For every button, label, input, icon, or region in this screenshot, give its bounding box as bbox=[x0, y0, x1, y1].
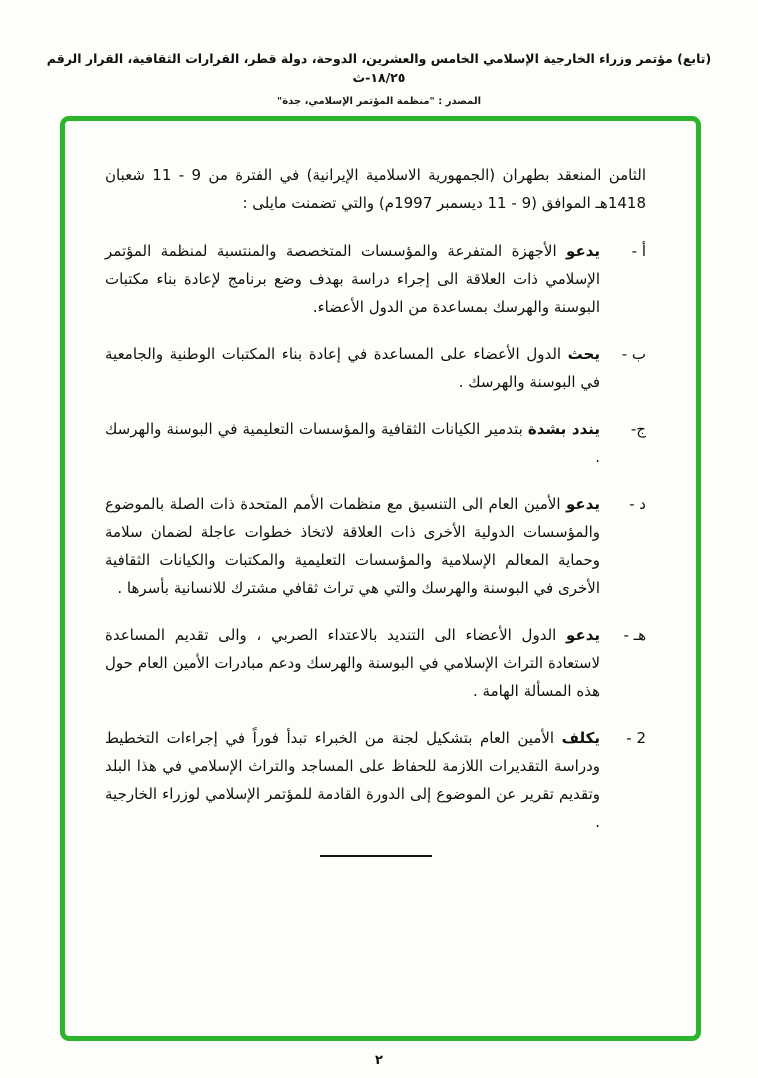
end-divider bbox=[320, 855, 432, 857]
header-title: (تابع) مؤتمر وزراء الخارجية الإسلامي الخامس والعشرين، الدوحة، دولة قطر، القرارات الثقافية، القرار الرقم ١٨/٢٥-ث bbox=[46, 51, 712, 85]
item-lead-word: يدعو bbox=[566, 495, 600, 513]
list-item-2 bbox=[105, 724, 646, 836]
content-border-box bbox=[60, 116, 701, 1041]
item-text bbox=[105, 340, 600, 396]
item-body: الأمين العام بتشكيل لجنة من الخبراء تبدأ فوراً في إجراءات التخطيط ودراسة التقديرات اللازمة للحفاظ على المساجد والتراث الإسلامي في هذا البلد وتقديم تقرير عن الموضوع إلى الدورة القادمة للمؤتمر الإسلامي لوزراء الخارجية . bbox=[105, 729, 600, 831]
item-body: الأجهزة المتفرعة والمؤسسات المتخصصة والمنتسبة لمنظمة المؤتمر الإسلامي ذات العلاقة الى إجراء دراسة بهدف وضع برنامج لإعادة بناء مكتبات البوسنة والهرسك بمساعدة من الدول الأعضاء. bbox=[105, 242, 600, 316]
list-item-j bbox=[105, 415, 646, 471]
item-marker: هـ - bbox=[623, 626, 646, 644]
item-marker: د - bbox=[629, 495, 646, 513]
intro-paragraph: الثامن المنعقد بطهران (الجمهورية الاسلامية الإيرانية) في الفترة من 9 - 11 شعبان 1418هـ الموافق (9 - 11 ديسمبر 1997م) والتي تضمنت مايلى : bbox=[105, 166, 647, 212]
list-item-b bbox=[105, 340, 646, 396]
page-number: ٢ bbox=[375, 1053, 383, 1068]
list-item-d bbox=[105, 490, 646, 602]
item-body: الدول الأعضاء الى التنديد بالاعتداء الصربي ، والى تقديم المساعدة لاستعادة التراث الإسلامي في البوسنة والهرسك ودعم مبادرات الأمين العام حول هذه المسألة الهامة . bbox=[105, 626, 600, 700]
header-source: المصدر : "منظمة المؤتمر الإسلامي، جدة" bbox=[276, 95, 481, 107]
item-lead-word: يدعو bbox=[566, 626, 600, 644]
item-body: بتدمير الكيانات الثقافية والمؤسسات التعليمية في البوسنة والهرسك . bbox=[105, 420, 600, 466]
document-header bbox=[0, 0, 758, 107]
item-lead-word: يندد بشدة bbox=[527, 420, 600, 438]
list-item-a bbox=[105, 237, 646, 321]
item-marker: أ - bbox=[631, 242, 646, 260]
item-text bbox=[105, 415, 600, 471]
item-body: الأمين العام الى التنسيق مع منظمات الأمم المتحدة ذات الصلة بالموضوع والمؤسسات الدولية الأخرى ذات العلاقة لاتخاذ خطوات عاجلة لضمان سلامة وحماية المعالم الإسلامية والمؤسسات التعليمية والمكتبات والكيانات الثقافية الأخرى في البوسنة والهرسك والتي هي تراث ثقافي مشترك للانسانية بأسرها . bbox=[105, 495, 600, 597]
item-text bbox=[105, 621, 600, 705]
item-marker: 2 - bbox=[626, 729, 646, 747]
item-lead-word: يحث bbox=[567, 345, 600, 363]
item-text bbox=[105, 490, 600, 602]
item-text bbox=[105, 724, 600, 836]
item-text bbox=[105, 237, 600, 321]
item-lead-word: يدعو bbox=[566, 242, 600, 260]
list-item-h bbox=[105, 621, 646, 705]
item-body: الدول الأعضاء على المساعدة في إعادة بناء المكتبات الوطنية والجامعية في البوسنة والهرسك . bbox=[105, 345, 600, 391]
item-marker: ب - bbox=[621, 345, 646, 363]
item-marker: ج- bbox=[630, 420, 646, 438]
item-lead-word: يكلف bbox=[561, 729, 600, 747]
